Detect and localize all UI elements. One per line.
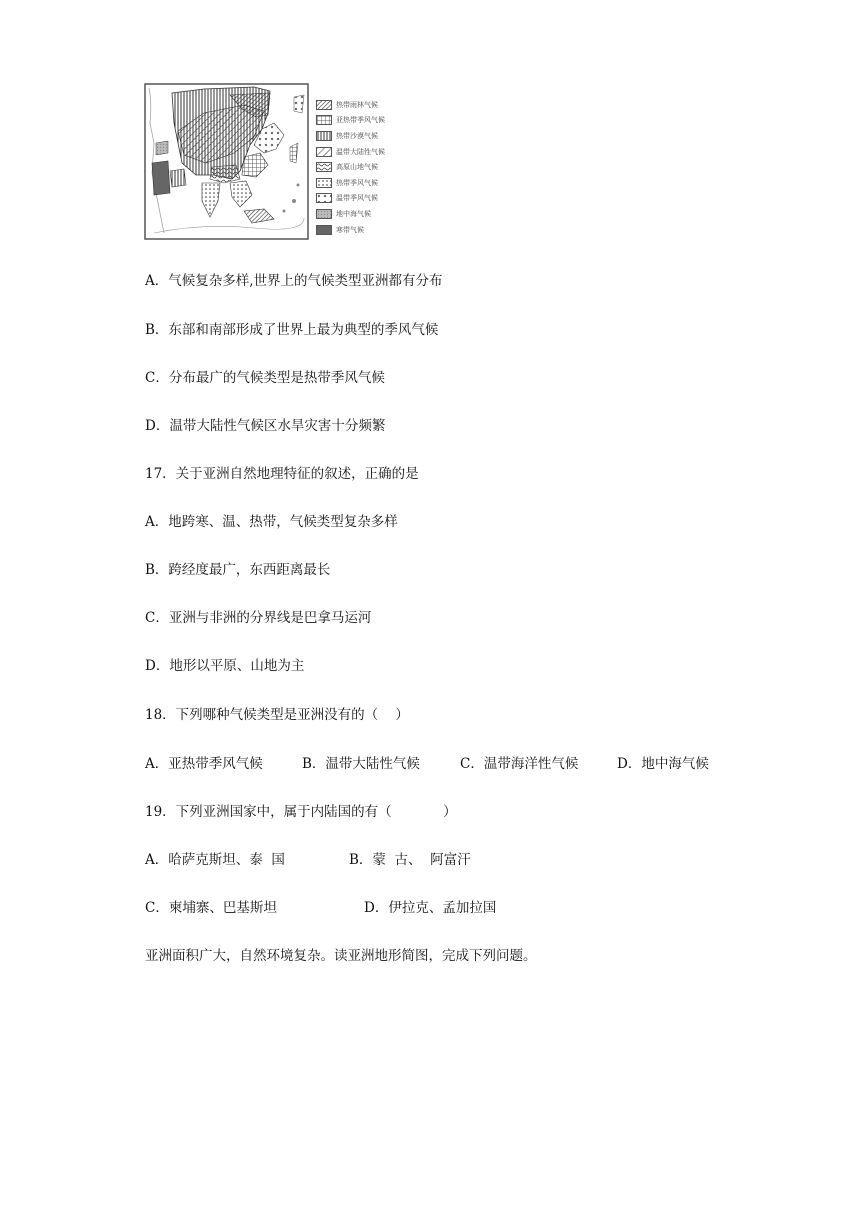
q18-stem: 18．下列哪种气候类型是亚洲没有的（ ） <box>145 707 409 723</box>
q16-option-a: A．气候复杂多样,世界上的气候类型亚洲都有分布 <box>145 273 443 289</box>
q18-option-a: A．亚热带季风气候 <box>145 756 263 772</box>
q19-stem: 19．下列亚洲国家中，属于内陆国的有（ ） <box>145 804 457 820</box>
legend-swatch-icon <box>316 147 332 157</box>
q19-option-b: B．蒙 古、 阿富汗 <box>349 852 471 868</box>
legend-item: 亚热带季风气候 <box>316 113 419 129</box>
q19-option-c: C．柬埔寨、巴基斯坦 <box>145 900 277 916</box>
q17-option-b: B．跨经度最广，东西距离最长 <box>145 562 331 578</box>
map-legend <box>316 97 419 237</box>
climate-map-figure <box>144 83 419 240</box>
legend-item: 温带季风气候 <box>316 191 419 207</box>
q18-option-c: C．温带海洋性气候 <box>460 756 579 772</box>
q19-option-a: A．哈萨克斯坦、泰 国 <box>145 852 285 868</box>
q17-option-c: C．亚洲与非洲的分界线是巴拿马运河 <box>145 610 372 626</box>
q16-option-d: D．温带大陆性气候区水旱灾害十分频繁 <box>145 418 386 434</box>
legend-swatch-icon <box>316 193 332 203</box>
legend-item: 温带大陆性气候 <box>316 144 419 160</box>
legend-item: 热带雨林气候 <box>316 97 419 113</box>
legend-item: 高原山地气候 <box>316 159 419 175</box>
q19-option-d: D．伊拉克、孟加拉国 <box>364 900 497 916</box>
legend-swatch-icon <box>316 178 332 188</box>
legend-swatch-icon <box>316 131 332 141</box>
q17-stem: 17．关于亚洲自然地理特征的叙述，正确的是 <box>145 466 419 482</box>
q16-option-b: B．东部和南部形成了世界上最为典型的季风气候 <box>145 322 439 338</box>
legend-item: 热带季风气候 <box>316 175 419 191</box>
q18-option-b: B．温带大陆性气候 <box>302 756 420 772</box>
q18-option-d: D．地中海气候 <box>617 756 709 772</box>
legend-swatch-icon <box>316 115 332 125</box>
q16-option-c: C．分布最广的气候类型是热带季风气候 <box>145 370 385 386</box>
q17-option-d: D．地形以平原、山地为主 <box>145 658 305 674</box>
legend-item: 寒带气候 <box>316 222 419 238</box>
legend-swatch-icon <box>316 162 332 172</box>
intro-paragraph: 亚洲面积广大，自然环境复杂。读亚洲地形简图，完成下列问题。 <box>145 948 537 964</box>
q17-option-a: A．地跨寒、温、热带，气候类型复杂多样 <box>145 514 398 530</box>
legend-swatch-icon <box>316 209 332 219</box>
legend-swatch-icon <box>316 225 332 235</box>
legend-item: 热带沙漠气候 <box>316 128 419 144</box>
asia-climate-map <box>144 83 309 240</box>
legend-item: 地中海气候 <box>316 206 419 222</box>
legend-swatch-icon <box>316 100 332 110</box>
